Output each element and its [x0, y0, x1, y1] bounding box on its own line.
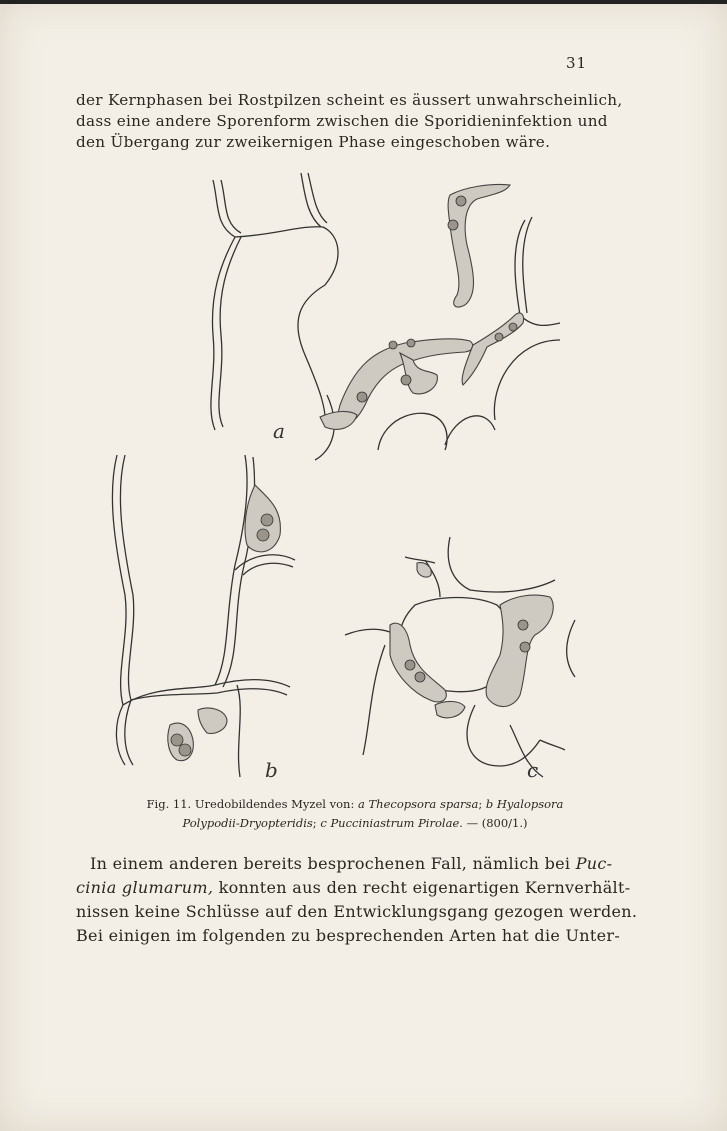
caption-line-2: Polypodii-Dryopteridis; c Pucciniastrum Pirolae. — (800/1.)	[182, 816, 528, 830]
top-paragraph	[76, 90, 623, 153]
figure-caption	[110, 795, 600, 833]
panel-label-b: b	[265, 758, 278, 782]
figure-11	[95, 165, 595, 795]
scan-edge	[0, 0, 727, 4]
text-line: der Kernphasen bei Rostpilzen scheint es äussert unwahrscheinlich,	[76, 91, 623, 109]
panel-label-a: a	[273, 419, 285, 443]
text-line: nissen keine Schlüsse auf den Entwicklungsgang gezogen werden.	[76, 902, 638, 921]
text-line: In einem anderen bereits besprochenen Fall, nämlich bei Puc-	[90, 854, 613, 873]
panel-c	[345, 537, 575, 782]
text-line: cinia glumarum, konnten aus den recht eigenartigen Kernverhält-	[76, 878, 631, 897]
panel-label-c: c	[527, 758, 539, 782]
panel-b	[112, 455, 295, 782]
bottom-paragraph	[76, 852, 638, 948]
panel-a	[211, 173, 560, 460]
text-line: den Übergang zur zweikernigen Phase eingeschoben wäre.	[76, 133, 551, 151]
text-line: Bei einigen im folgenden zu besprechenden Arten hat die Unter-	[76, 926, 621, 945]
page-number: 31	[566, 54, 588, 72]
text-line: dass eine andere Sporenform zwischen die Sporidieninfektion und	[76, 112, 608, 130]
caption-line-1: Fig. 11. Uredobildendes Myzel von: a Thecopsora sparsa; b Hyalopsora	[146, 797, 564, 811]
